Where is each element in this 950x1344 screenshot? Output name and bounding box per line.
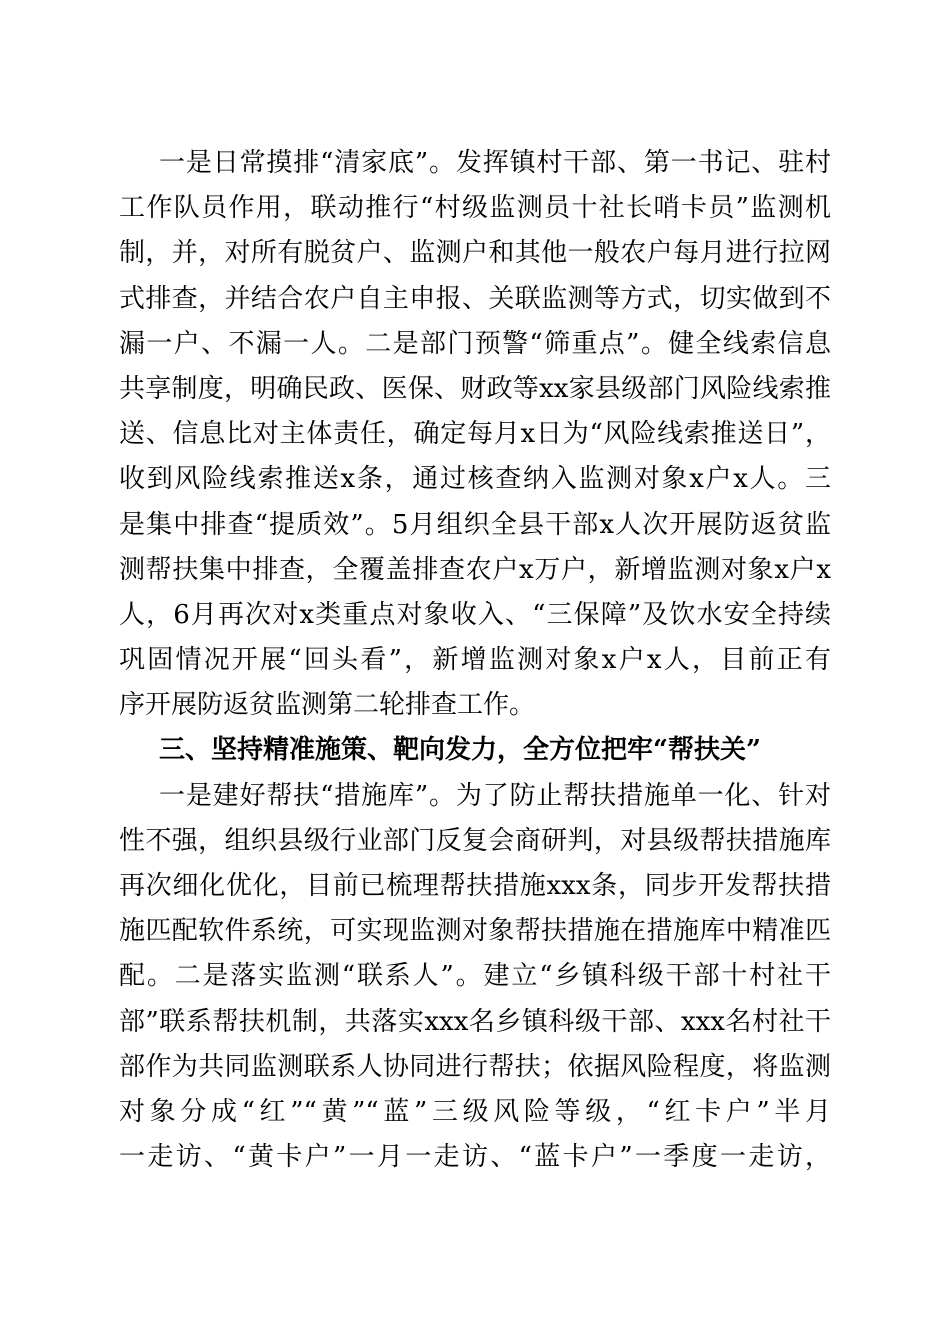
paragraph-line: 再次细化优化，目前已梳理帮扶措施xxx条，同步开发帮扶措 (119, 871, 831, 901)
paragraph-line: 共享制度，明确民政、医保、财政等xx家县级部门风险线索推 (119, 373, 831, 404)
paragraph-line: 施匹配软件系统，可实现监测对象帮扶措施在措施库中精准匹 (119, 916, 831, 947)
paragraph-line: 巩固情况开展“回头看”，新增监测对象x户x人，目前正有 (119, 645, 831, 676)
paragraph-line: 制，并，对所有脱贫户、监测户和其他一般农户每月进行拉网 (119, 238, 831, 269)
paragraph-line: 收到风险线索推送x条，通过核查纳入监测对象x户x人。三 (119, 464, 831, 495)
document-body (119, 141, 831, 1180)
paragraph-line: 部作为共同监测联系人协同进行帮扶；依据风险程度，将监测 (119, 1051, 831, 1082)
paragraph-line: 人，6月再次对x类重点对象收入、“三保障”及饮水安全持续 (119, 599, 831, 630)
paragraph-line: 性不强，组织县级行业部门反复会商研判，对县级帮扶措施库 (119, 825, 831, 856)
paragraph-line: 一是建好帮扶“措施库”。为了防止帮扶措施单一化、针对 (159, 780, 831, 811)
paragraph-line: 送、信息比对主体责任，确定每月x日为“风险线索推送日”， (119, 419, 831, 450)
paragraph-line: 漏一户、不漏一人。二是部门预警“筛重点”。健全线索信息 (119, 328, 831, 359)
paragraph-line: 一走访、“黄卡户”一月一走访、“蓝卡户”一季度一走访， (119, 1142, 831, 1173)
paragraph-line: 工作队员作用，联动推行“村级监测员十社长哨卡员”监测机 (119, 193, 831, 224)
paragraph-line: 对象分成“红”“黄”“蓝”三级风险等级，“红卡户”半月 (119, 1096, 831, 1127)
paragraph-line: 序开展防返贫监测第二轮排查工作。 (119, 690, 536, 721)
section-heading: 三、坚持精准施策、靶向发力，全方位把牢“帮扶关” (159, 735, 761, 766)
paragraph-line: 测帮扶集中排查，全覆盖排查农户x万户，新增监测对象x户x (119, 554, 831, 585)
paragraph-line: 一是日常摸排“清家底”。发挥镇村干部、第一书记、驻村 (159, 148, 831, 178)
paragraph-line: 式排查，并结合农户自主申报、关联监测等方式，切实做到不 (119, 283, 831, 314)
paragraph-line: 配。二是落实监测“联系人”。建立“乡镇科级干部十村社干 (119, 961, 831, 992)
paragraph-line: 是集中排查“提质效”。5月组织全县干部x人次开展防返贫监 (119, 509, 831, 540)
paragraph-line: 部”联系帮扶机制，共落实xxx名乡镇科级干部、xxx名村社干 (119, 1006, 831, 1037)
